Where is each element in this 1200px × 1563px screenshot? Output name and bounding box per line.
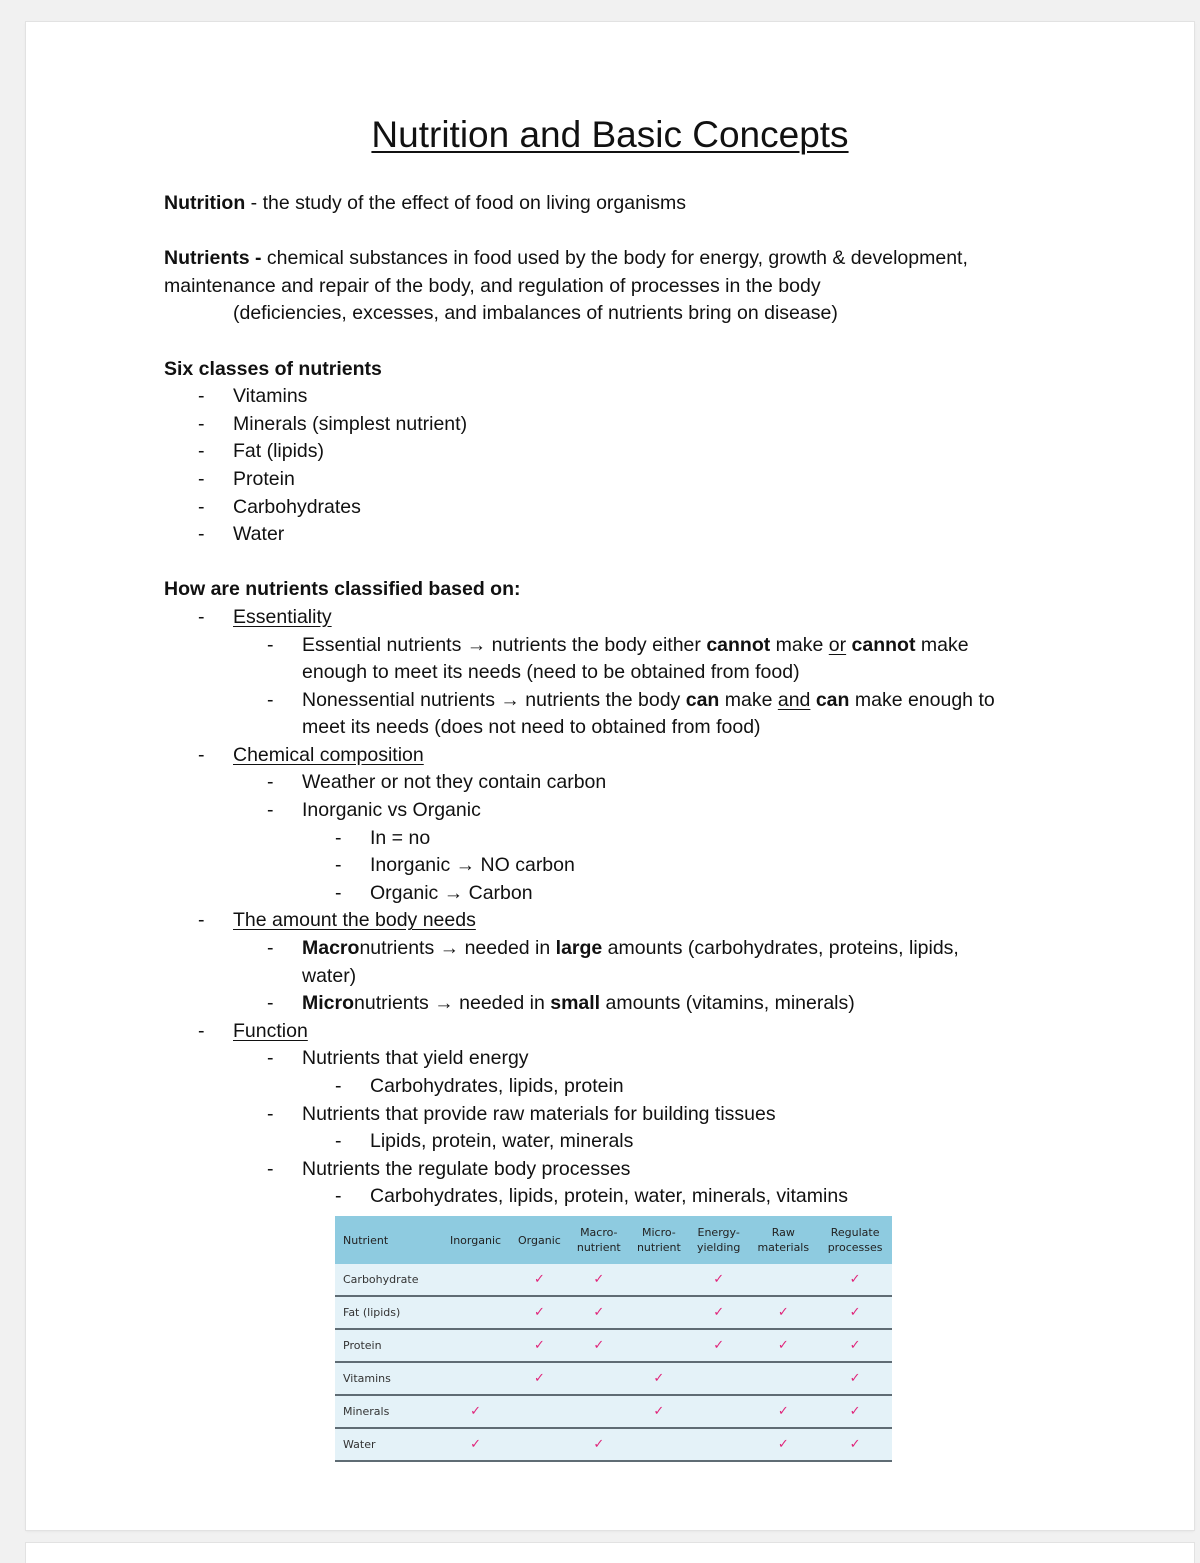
table-cell: [441, 1329, 510, 1362]
table-header-cell: Raw materials: [748, 1216, 818, 1264]
check-icon: ✓: [533, 1371, 545, 1386]
check-icon: ✓: [777, 1404, 789, 1419]
table-row: [335, 1395, 892, 1428]
table-header-cell: Regulate processes: [818, 1216, 892, 1264]
table-cell: [748, 1362, 818, 1395]
table-cell: [510, 1428, 569, 1461]
macronutrients: - Macronutrients → needed in large amounts (carbohydrates, proteins, lipids,: [267, 937, 959, 960]
check-icon: ✓: [849, 1338, 861, 1353]
check-icon: ✓: [849, 1404, 861, 1419]
list-item: - Carbohydrates, lipids, protein, water, minerals, vitamins: [335, 1185, 848, 1208]
table-cell: [441, 1296, 510, 1329]
check-icon: ✓: [470, 1404, 481, 1419]
table-cell: [818, 1362, 892, 1395]
nonessential-nutrients-cont: meet its needs (does not need to obtained from food): [302, 716, 761, 739]
list-item: - Weather or not they contain carbon: [267, 771, 607, 794]
table-cell: [629, 1329, 689, 1362]
check-icon: ✓: [653, 1404, 665, 1419]
page-title: Nutrition and Basic Concepts: [371, 114, 849, 155]
list-item: - Nutrients the regulate body processes: [267, 1157, 631, 1180]
list-item: - Nutrients that provide raw materials for building tissues: [267, 1102, 776, 1125]
nutrients-definition: Nutrients - chemical substances in food used by the body for energy, growth & development,: [164, 247, 968, 270]
table-cell: [569, 1329, 629, 1362]
table-cell: [689, 1395, 748, 1428]
table-cell: [569, 1362, 629, 1395]
table-cell: [748, 1296, 818, 1329]
nutrient-name-cell: Carbohydrate: [335, 1264, 441, 1296]
table-row: [335, 1264, 892, 1296]
list-item: - Inorganic → NO carbon: [335, 854, 575, 877]
table-cell: [689, 1264, 748, 1296]
check-icon: ✓: [713, 1272, 725, 1287]
nutrient-name-cell: Vitamins: [335, 1362, 441, 1395]
table-cell: [510, 1296, 569, 1329]
table-cell: [748, 1329, 818, 1362]
table-row: [335, 1428, 892, 1461]
check-icon: ✓: [777, 1338, 789, 1353]
check-icon: ✓: [713, 1338, 725, 1353]
list-item: - Protein: [198, 467, 295, 490]
document-body: [164, 190, 1064, 1211]
table-cell: [818, 1264, 892, 1296]
table-cell: [818, 1395, 892, 1428]
table-cell: [748, 1264, 818, 1296]
table-row: [335, 1362, 892, 1395]
table-cell: [629, 1395, 689, 1428]
check-icon: ✓: [533, 1305, 545, 1320]
list-item: - In = no: [335, 826, 431, 849]
table-cell: [818, 1428, 892, 1461]
table-cell: [689, 1329, 748, 1362]
nutrients-definition-cont: maintenance and repair of the body, and regulation of processes in the body: [164, 274, 821, 297]
list-item: - Carbohydrates: [198, 495, 361, 518]
check-icon: ✓: [849, 1272, 861, 1287]
table-cell: [569, 1395, 629, 1428]
function-label: - Function: [198, 1019, 308, 1042]
nutrient-name-cell: Protein: [335, 1329, 441, 1362]
table-header-cell: Organic: [510, 1216, 569, 1264]
table-cell: [629, 1264, 689, 1296]
macronutrients-cont: water): [302, 964, 357, 987]
table-cell: [818, 1296, 892, 1329]
list-item: - Water: [198, 523, 285, 546]
check-icon: ✓: [777, 1437, 789, 1452]
check-icon: ✓: [533, 1338, 545, 1353]
nutrient-name-cell: Fat (lipids): [335, 1296, 441, 1329]
list-item: - Carbohydrates, lipids, protein: [335, 1075, 624, 1097]
table-row: [335, 1329, 892, 1362]
table-body: [335, 1264, 892, 1461]
essential-nutrients-cont: enough to meet its needs (need to be obtained from food): [302, 661, 800, 684]
check-icon: ✓: [849, 1371, 861, 1386]
table-cell: [510, 1329, 569, 1362]
table-cell: [629, 1362, 689, 1395]
table-cell: [689, 1428, 748, 1461]
table-header-cell: Macro- nutrient: [569, 1216, 629, 1264]
nutrient-name-cell: Minerals: [335, 1395, 441, 1428]
table-cell: [569, 1264, 629, 1296]
check-icon: ✓: [653, 1371, 665, 1386]
table-cell: [748, 1395, 818, 1428]
check-icon: ✓: [713, 1305, 725, 1320]
check-icon: ✓: [593, 1305, 605, 1320]
check-icon: ✓: [470, 1437, 481, 1452]
table-cell: [818, 1329, 892, 1362]
table-cell: [510, 1395, 569, 1428]
table-cell: [629, 1428, 689, 1461]
table-header-cell: Inorganic: [441, 1216, 510, 1264]
nonessential-nutrients: - Nonessential nutrients → nutrients the body can make and can make enough to: [267, 688, 995, 711]
nutrient-classification-table: [335, 1216, 892, 1462]
table-cell: [510, 1362, 569, 1395]
table-cell: [441, 1428, 510, 1461]
table-cell: [689, 1362, 748, 1395]
check-icon: ✓: [777, 1305, 789, 1320]
table-cell: [441, 1362, 510, 1395]
next-page-edge: [26, 1543, 1194, 1563]
table-cell: [510, 1264, 569, 1296]
essentiality-label: - Essentiality: [198, 605, 332, 628]
table-cell: [748, 1428, 818, 1461]
check-icon: ✓: [533, 1272, 545, 1287]
nutrition-definition: Nutrition - the study of the effect of food on living organisms: [164, 192, 687, 214]
table-cell: [569, 1296, 629, 1329]
table-header-cell: Nutrient: [335, 1216, 441, 1264]
list-item: - Lipids, protein, water, minerals: [335, 1130, 634, 1153]
chemical-composition-label: - Chemical composition: [198, 743, 424, 766]
check-icon: ✓: [593, 1437, 605, 1452]
nutrients-note: (deficiencies, excesses, and imbalances of nutrients bring on disease): [233, 302, 838, 325]
table-cell: [689, 1296, 748, 1329]
table-header-cell: Micro- nutrient: [629, 1216, 689, 1264]
list-item: - Nutrients that yield energy: [267, 1047, 529, 1070]
check-icon: ✓: [593, 1338, 605, 1353]
list-item: - Minerals (simplest nutrient): [198, 412, 468, 435]
table-header-cell: Energy- yielding: [689, 1216, 748, 1264]
nutrient-name-cell: Water: [335, 1428, 441, 1461]
classification-heading: How are nutrients classified based on:: [164, 578, 521, 601]
six-classes-heading: Six classes of nutrients: [164, 357, 382, 380]
table-cell: [569, 1428, 629, 1461]
list-item: - Fat (lipids): [198, 440, 325, 463]
essential-nutrients: - Essential nutrients → nutrients the body either cannot make or cannot make: [267, 633, 969, 656]
micronutrients: - Micronutrients → needed in small amounts (vitamins, minerals): [267, 992, 855, 1015]
amount-label: - The amount the body needs: [198, 909, 476, 932]
table-cell: [441, 1395, 510, 1428]
check-icon: ✓: [849, 1437, 861, 1452]
list-item: - Inorganic vs Organic: [267, 799, 481, 822]
table-row: [335, 1296, 892, 1329]
table-header-row: [335, 1216, 892, 1264]
check-icon: ✓: [593, 1272, 605, 1287]
list-item: - Vitamins: [198, 385, 308, 408]
check-icon: ✓: [849, 1305, 861, 1320]
table-cell: [441, 1264, 510, 1296]
table-cell: [629, 1296, 689, 1329]
list-item: - Organic → Carbon: [335, 881, 533, 904]
